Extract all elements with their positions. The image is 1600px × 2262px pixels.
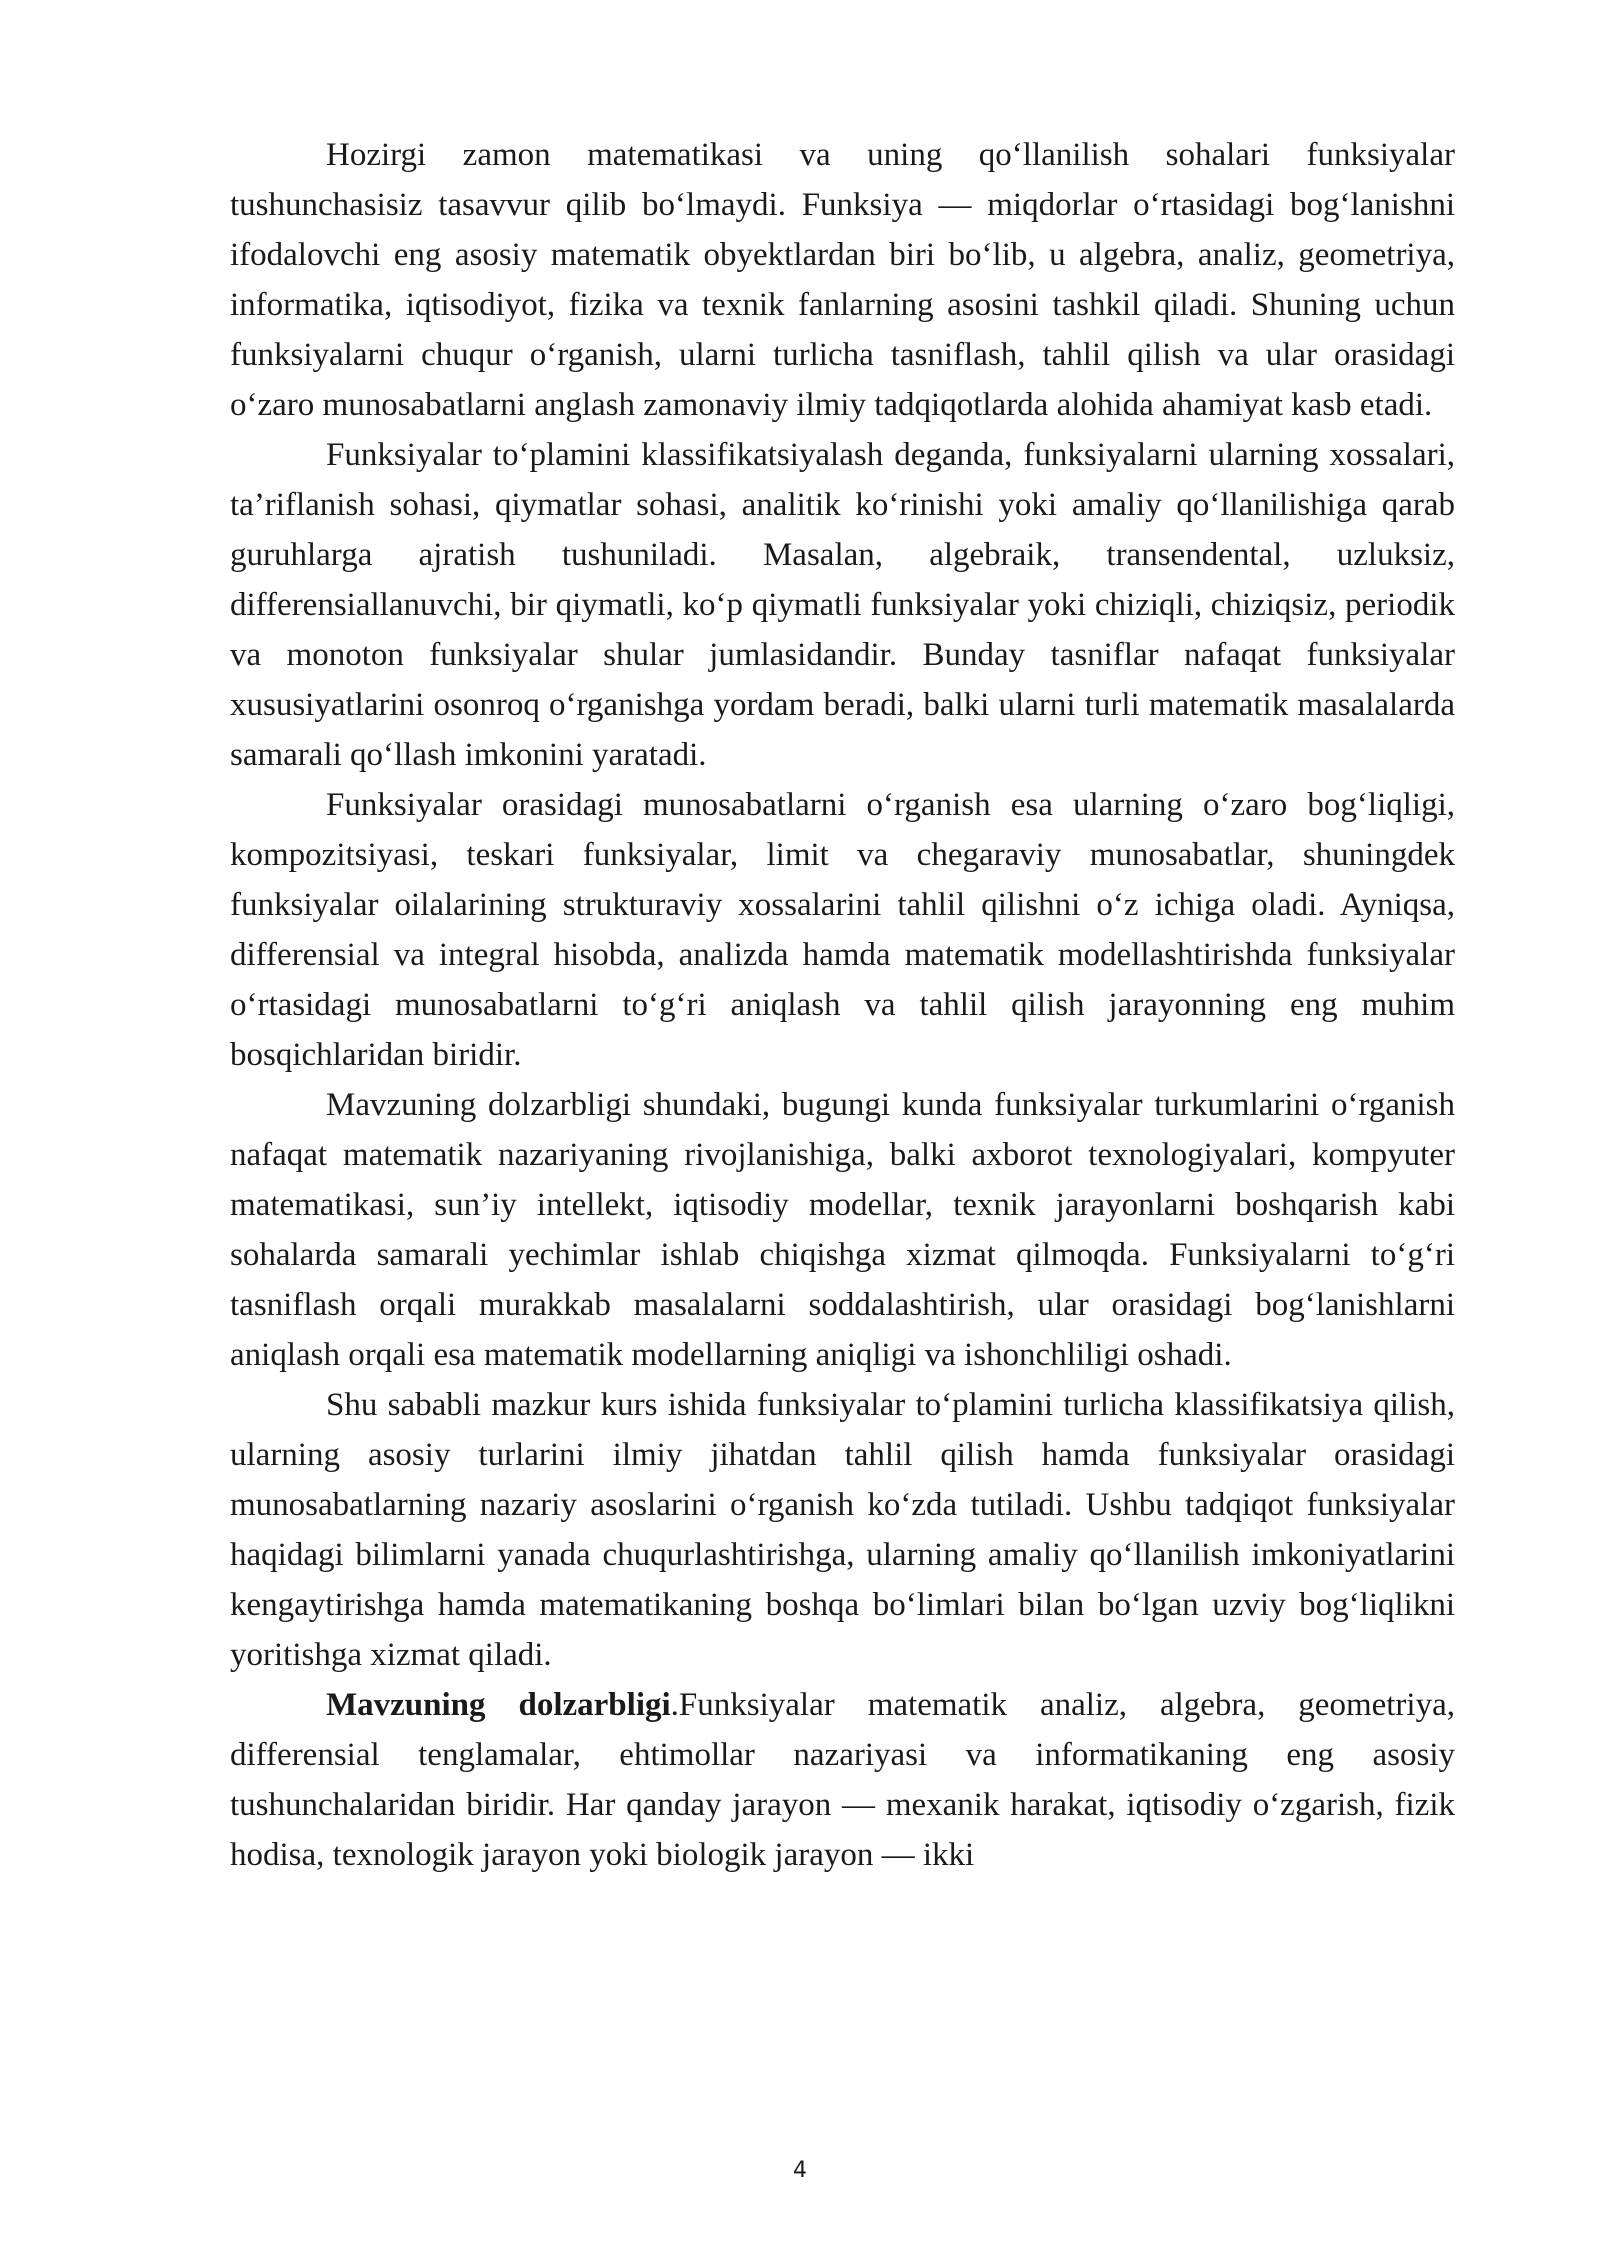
- paragraph-relations: Funksiyalar orasidagi munosabatlarni o‘rganish esa ularning o‘zaro bog‘liqligi, kompozitsiyasi, teskari funksiyalar, limit va chegaraviy munosabatlar, shuningdek funksiyalar oilalarining strukturaviy xossalarini tahlil qilishni o‘z ichiga oladi. Ayniqsa, differensial va integral hisobda, analizda hamda matematik modellashtirishda funksiyalar o‘rtasidagi munosabatlarni to‘g‘ri aniqlash va tahlil qilish jarayonning eng muhim bosqichlaridan biridir.: [230, 787, 1455, 1073]
- page-number: 4: [793, 2158, 807, 2183]
- paragraph-course-aim: Shu sababli mazkur kurs ishida funksiyalar to‘plamini turlicha klassifikatsiya qilish, ularning asosiy turlarini ilmiy jihatdan tahlil qilish hamda funksiyalar orasidagi munosabatlarning nazariy asoslarini o‘rganish ko‘zda tutiladi. Ushbu tadqiqot funksiyalar haqidagi bilimlarni yanada chuqurlashtirishga, ularning amaliy qo‘llanilish imkoniyatlarini kengaytirishga hamda matematikaning boshqa bo‘limlari bilan bo‘lgan uzviy bog‘liqlikni yoritishga xizmat qiladi.: [230, 1387, 1455, 1673]
- paragraph-topic-relevance: [230, 1680, 1455, 1880]
- paragraph-relevance: Mavzuning dolzarbligi shundaki, bugungi kunda funksiyalar turkumlarini o‘rganish nafaqat matematik nazariyaning rivojlanishiga, balki axborot texnologiyalari, kompyuter matematikasi, sun’iy intellekt, iqtisodiy modellar, texnik jarayonlarni boshqarish kabi sohalarda samarali yechimlar ishlab chiqishga xizmat qilmoqda. Funksiyalarni to‘g‘ri tasniflash orqali murakkab masalalarni soddalashtirish, ular orasidagi bog‘lanishlarni aniqlash orqali esa matematik modellarning aniqligi va ishonchliligi oshadi.: [230, 1087, 1455, 1373]
- body-text: [230, 130, 1455, 1880]
- paragraph-continuation: .Funksiyalar matematik analiz, algebra, geometriya, differensial tenglamalar, ehtimollar nazariyasi va informatikaning eng asosiy tushunchalaridan biridir. Har qanday jarayon — mexanik harakat, iqtisodiy o‘zgarish, fizik hodisa, texnologik jarayon yoki biologik jarayon — ikki: [230, 1687, 1455, 1873]
- paragraph-intro: Hozirgi zamon matematikasi va uning qo‘llanilish sohalari funksiyalar tushunchasisiz tasavvur qilib bo‘lmaydi. Funksiya — miqdorlar o‘rtasidagi bog‘lanishni ifodalovchi eng asosiy matematik obyektlardan biri bo‘lib, u algebra, analiz, geometriya, informatika, iqtisodiyot, fizika va texnik fanlarning asosini tashkil qiladi. Shuning uchun funksiyalarni chuqur o‘rganish, ularni turlicha tasniflash, tahlil qilish va ular orasidagi o‘zaro munosabatlarni anglash zamonaviy ilmiy tadqiqotlarda alohida ahamiyat kasb etadi.: [230, 137, 1455, 423]
- paragraph-classification: Funksiyalar to‘plamini klassifikatsiyalash deganda, funksiyalarni ularning xossalari, ta’riflanish sohasi, qiymatlar sohasi, analitik ko‘rinishi yoki amaliy qo‘llanilishiga qarab guruhlarga ajratish tushuniladi. Masalan, algebraik, transendental, uzluksiz, differensiallanuvchi, bir qiymatli, ko‘p qiymatli funksiyalar yoki chiziqli, chiziqsiz, periodik va monoton funksiyalar shular jumlasidandir. Bunday tasniflar nafaqat funksiyalar xususiyatlarini osonroq o‘rganishga yordam beradi, balki ularni turli matematik masalalarda samarali qo‘llash imkonini yaratadi.: [230, 437, 1455, 773]
- bold-heading: Mavzuning dolzarbligi: [326, 1687, 671, 1723]
